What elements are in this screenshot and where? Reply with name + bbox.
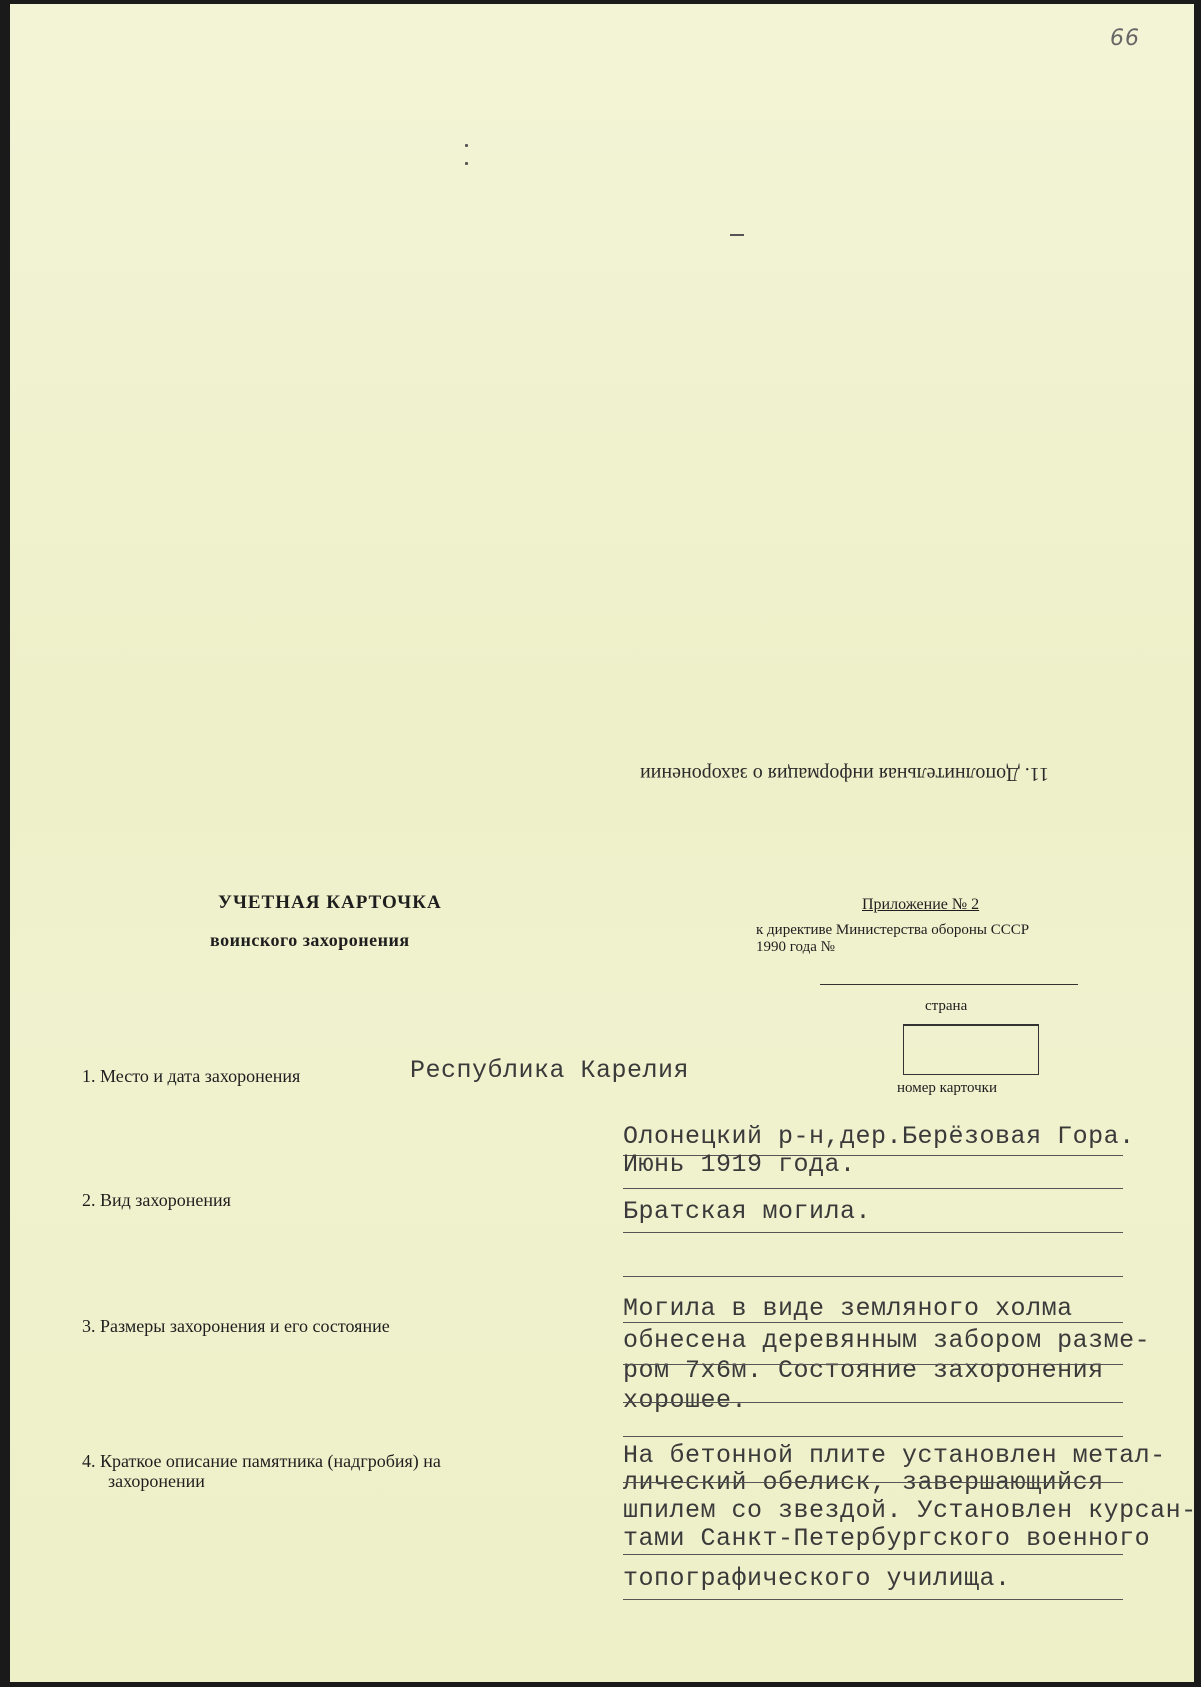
field-1-line: Олонецкий р-н,дер.Берёзовая Гора.: [623, 1122, 1135, 1151]
page-number: 66: [1110, 26, 1140, 51]
field-4-line: тами Санкт-Петербургского военного: [623, 1524, 1151, 1553]
field-rule: [623, 1188, 1123, 1189]
field-rule: [623, 1232, 1123, 1233]
field-rule: [623, 1402, 1123, 1403]
paper-mark: [730, 234, 744, 236]
field-4-line: топографического училища.: [623, 1564, 1011, 1593]
field-rule: [623, 1436, 1123, 1437]
card-number-box: [903, 1024, 1039, 1075]
field-4-line: шпилем со звездой. Установлен курсан-: [623, 1496, 1197, 1525]
field-2-label: 2. Вид захоронения: [82, 1190, 231, 1210]
paper-speck: [465, 162, 468, 165]
field-4-label-line: 4. Краткое описание памятника (надгробия) на: [82, 1451, 441, 1471]
field-rule: [623, 1276, 1123, 1277]
field-3-line: ром 7х6м. Состояние захоронения: [623, 1356, 1104, 1385]
directive-line: 1990 года №: [756, 939, 835, 955]
card-title: УЧЕТНАЯ КАРТОЧКА: [218, 892, 442, 913]
field-rule: [623, 1554, 1123, 1555]
field-2-line: Братская могила.: [623, 1197, 872, 1226]
field-rule: [623, 1364, 1123, 1365]
field-3-line: обнесена деревянным забором разме-: [623, 1326, 1151, 1355]
field-4-line: На бетонной плите установлен метал-: [623, 1441, 1166, 1470]
directive-line: к директиве Министерства обороны СССР: [756, 922, 1030, 938]
field-4-label-line: захоронении: [108, 1471, 205, 1491]
annex-label: Приложение № 2: [862, 896, 980, 913]
paper-speck: [465, 144, 468, 147]
field-4-label: [82, 1451, 441, 1491]
field-1-inline-value: Республика Карелия: [410, 1056, 690, 1085]
field-1-label: 1. Место и дата захоронения: [82, 1066, 301, 1086]
card-number-label: номер карточки: [897, 1080, 997, 1096]
field-rule: [623, 1482, 1123, 1483]
field-3-label: 3. Размеры захоронения и его состояние: [82, 1316, 390, 1336]
directive-reference: [756, 922, 1136, 956]
field-1-line: Июнь 1919 года.: [623, 1150, 856, 1179]
country-label: страна: [925, 998, 968, 1014]
country-field-line: [820, 984, 1078, 985]
section-11-heading-inverted: 11. Дополнительная информация о захоронении: [640, 763, 1049, 785]
field-3-line: хорошее.: [623, 1386, 748, 1415]
card-subtitle: воинского захоронения: [210, 930, 410, 950]
field-4-line: лический обелиск, завершающийся: [623, 1468, 1104, 1497]
field-3-line: Могила в виде земляного холма: [623, 1294, 1073, 1323]
document-page: [10, 4, 1197, 1682]
field-rule: [623, 1599, 1123, 1600]
field-rule: [623, 1322, 1123, 1323]
